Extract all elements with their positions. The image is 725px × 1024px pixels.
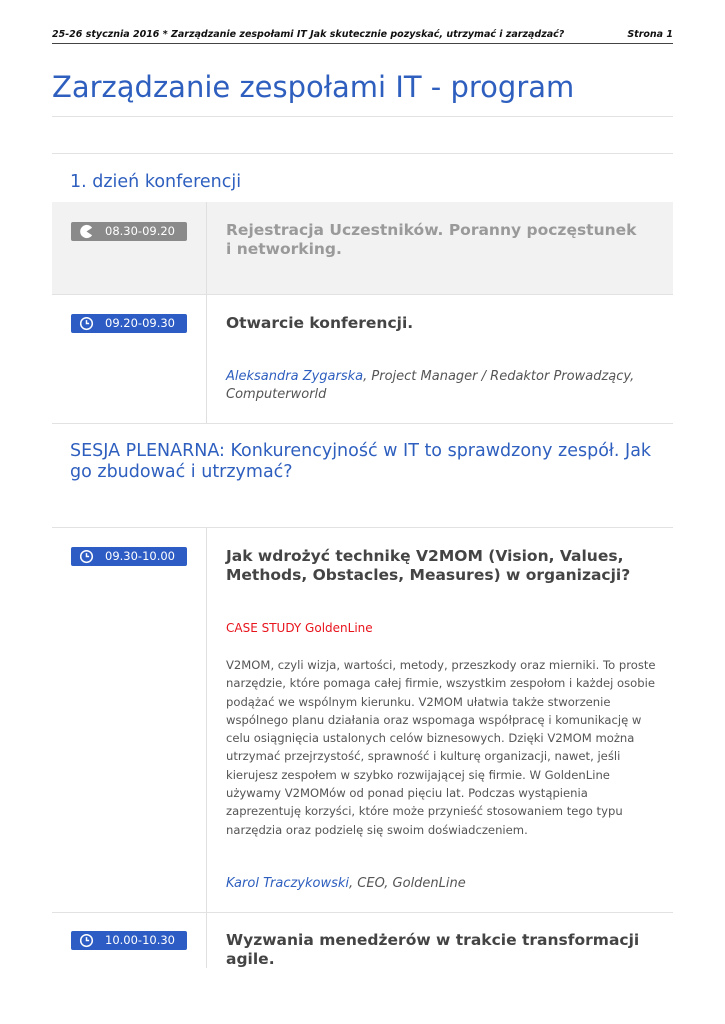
- row-separator: [52, 294, 673, 295]
- time-badge: [71, 547, 187, 566]
- agenda-title: Jak wdrożyć technikę V2MOM (Vision, Values, Methods, Obstacles, Measures) w organizacji?: [226, 547, 631, 584]
- speaker-line: [226, 368, 646, 404]
- agenda-title: Otwarcie konferencji.: [226, 314, 414, 332]
- time-range: 08.30-09.20: [105, 224, 175, 238]
- agenda-description: V2MOM, czyli wizja, wartości, metody, przeszkody oraz mierniki. To proste narzędzie, które pomaga całej firmie, wszystkim zespołom i każdej osobie podążać we wspólnym kierunku. V2MOM ułatwia także stworzenie wspólnego planu działania oraz wspomaga współpracę i komunikację w celu osiągnięcia ustalonych celów biznesowych. Dzięki V2MOM można utrzymać przejrzystość, sprawność i kulturę organizacji, nawet, jeśli kierujesz zespołem w szybko rozwijającej się firmie. W GoldenLine używamy V2MOMów od ponad pięciu lat. Podczas wystąpienia zaprezentuję korzyści, które może przynieść stosowaniem tego typu narzędzia oraz podzielę się swoim doświadczeniem.: [226, 658, 656, 837]
- day-heading: 1. dzień konferencji: [70, 172, 242, 192]
- page-header-event: 25-26 stycznia 2016 * Zarządzanie zespołami IT Jak skutecznie pozyskać, utrzymać i zarządzać?: [52, 29, 565, 40]
- speaker-role: , Project Manager / Redaktor Prowadzący, Computerworld: [226, 369, 635, 402]
- speaker-name[interactable]: Aleksandra Zygarska: [226, 369, 364, 384]
- clock-icon: [79, 316, 94, 331]
- clock-icon: [79, 933, 94, 948]
- row-separator: [52, 527, 673, 528]
- time-badge: [71, 931, 187, 950]
- time-badge: [71, 314, 187, 333]
- page-title: Zarządzanie zespołami IT - program: [52, 70, 575, 104]
- speaker-role: , CEO, GoldenLine: [349, 876, 466, 891]
- time-range: 09.30-10.00: [105, 549, 175, 563]
- agenda-title: Rejestracja Uczestników. Poranny poczęstunek i networking.: [226, 221, 637, 258]
- page-number: Strona 1: [627, 29, 673, 40]
- title-divider: [52, 116, 673, 117]
- agenda-title: Wyzwania menedżerów w trakcie transformacji agile.: [226, 931, 640, 968]
- row-divider: [206, 202, 207, 294]
- row-divider: [206, 527, 207, 912]
- section-divider: [52, 153, 673, 154]
- page-header: [52, 29, 673, 44]
- row-separator: [52, 423, 673, 424]
- pacman-icon: [79, 224, 94, 239]
- clock-icon: [79, 549, 94, 564]
- row-separator: [52, 912, 673, 913]
- row-divider: [206, 912, 207, 968]
- row-divider: [206, 294, 207, 423]
- time-badge: [71, 222, 187, 241]
- time-range: 09.20-09.30: [105, 316, 175, 330]
- speaker-line: [226, 875, 646, 893]
- speaker-name[interactable]: Karol Traczykowski: [226, 876, 350, 891]
- case-study-label: CASE STUDY GoldenLine: [226, 621, 373, 635]
- session-heading: SESJA PLENARNA: Konkurencyjność w IT to sprawdzony zespół. Jak go zbudować i utrzymać?: [70, 441, 652, 482]
- time-range: 10.00-10.30: [105, 933, 175, 947]
